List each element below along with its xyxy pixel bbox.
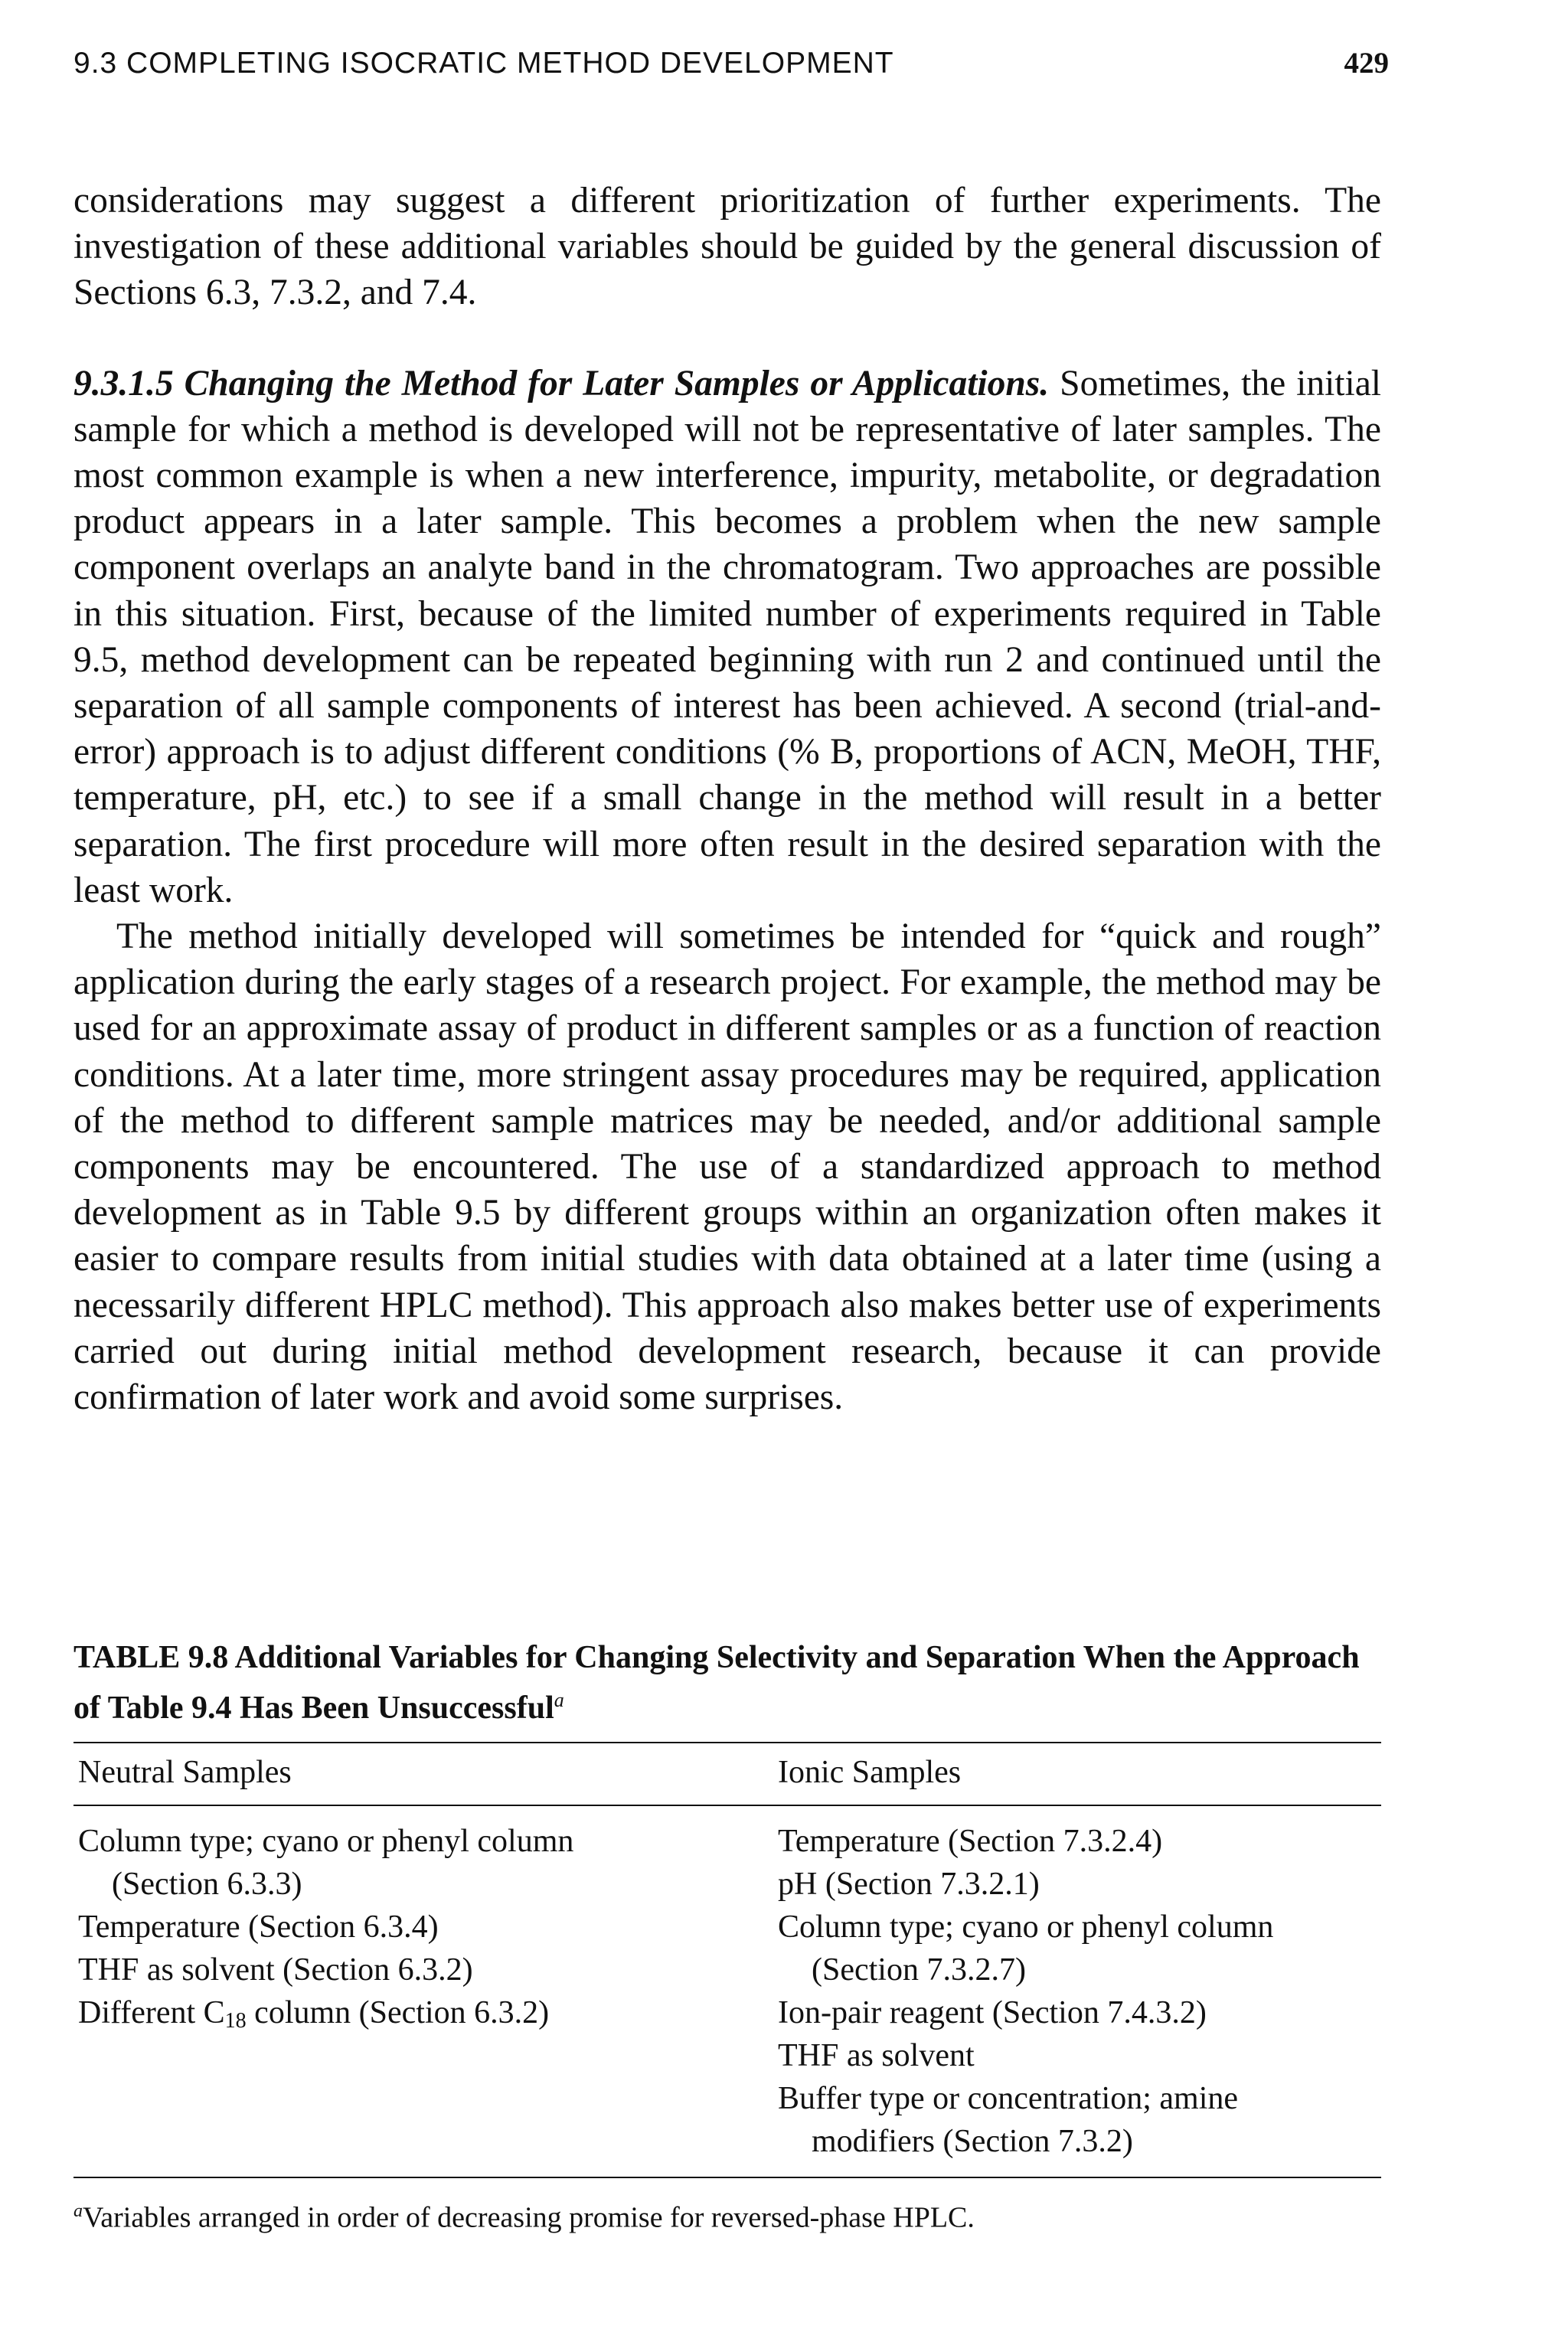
table-cell: THF as solvent <box>778 2038 975 2074</box>
footnote-mark: a <box>74 2201 83 2222</box>
running-head <box>74 46 1389 107</box>
table-cell: pH (Section 7.3.2.1) <box>778 1867 1040 1903</box>
c18-suffix: column (Section 6.3.2) <box>254 1995 550 2031</box>
table-cell: modifiers (Section 7.3.2) <box>812 2124 1133 2160</box>
table-caption <box>74 1636 1381 1730</box>
table-cell: Temperature (Section 6.3.4) <box>78 1909 439 1945</box>
paragraph: The method initially developed will sometimes be intended for “quick and rough” application during the early stages of a research project. For example, the method may be used for an approximate assay of product in different samples or as a function of reaction conditions. At a later time, more stringent assay procedures may be required, application of the method to different sample matrices may be needed, and/or additional sample components may be encountered. The use of a standardized approach to method development as in Table 9.5 by different groups within an organization often makes it easier to compare results from initial studies with data obtained at a later time (using a necessarily different HPLC method). This approach also makes better use of experiments carried out during initial method development research, because it can provide confirmation of later work and avoid some surprises. <box>74 916 1381 1418</box>
paragraph-continued: considerations may suggest a different prioritization of further experiments. The investigation of these additional variables should be guided by the general discussion of Sections 6.3, 7.3.2, and 7.4. <box>74 181 1381 313</box>
body-text <box>74 178 1381 1420</box>
table-body <box>74 1806 1381 2163</box>
c18-subscript: 18 <box>224 2009 247 2034</box>
table-cell: Column type; cyano or phenyl column <box>778 1909 1274 1945</box>
table-9-8 <box>74 1636 1381 2237</box>
table-caption-note-mark: a <box>554 1689 564 1712</box>
section-body: Sometimes, the initial sample for which a method is developed will not be representative of later samples. The most common example is when a new interference, impurity, metabolite, or degradation product appears in a later sample. This becomes a problem when the new sample component overlaps an analyte band in the chromatogram. Two approaches are possible in this situation. First, because of the limited number of experiments required in Table 9.5, method development can be repeated beginning with run 2 and continued until the separation of all sample components of interest has been achieved. A second (trial-and-error) approach is to adjust different conditions (% B, proportions of ACN, MeOH, THF, temperature, pH, etc.) to see if a small change in the method will result in a better separation. The first procedure will more often result in the desired separation with the least work. <box>74 363 1381 910</box>
table-cell: Buffer type or concentration; amine <box>778 2081 1239 2117</box>
table-cell: Ion-pair reagent (Section 7.4.3.2) <box>778 1995 1207 2031</box>
table-header-row <box>74 1743 1381 1794</box>
column-ionic <box>778 1806 1381 2163</box>
column-header-neutral: Neutral Samples <box>78 1755 292 1791</box>
table-cell: (Section 6.3.3) <box>112 1867 302 1903</box>
table-cell: Column type; cyano or phenyl column <box>78 1824 574 1860</box>
section-number: 9.3.1.5 <box>74 363 174 403</box>
running-title: 9.3 COMPLETING ISOCRATIC METHOD DEVELOPMENT <box>74 47 894 80</box>
page <box>74 46 1389 2237</box>
paragraph-subsection <box>74 361 1381 913</box>
table-cell: Temperature (Section 7.3.2.4) <box>778 1824 1163 1860</box>
table-cell: (Section 7.3.2.7) <box>812 1952 1026 1988</box>
table-label: TABLE 9.8 <box>74 1640 229 1676</box>
column-header-ionic: Ionic Samples <box>778 1755 962 1791</box>
column-neutral <box>74 1806 778 2163</box>
table-title: Additional Variables for Changing Selectivity and Separation When the Approach of Table 9.4 Has Been Unsuccessful <box>74 1640 1360 1726</box>
footnote-text: Variables arranged in order of decreasing promise for reversed-phase HPLC. <box>83 2201 975 2234</box>
section-title: Changing the Method for Later Samples or Applications. <box>184 363 1050 403</box>
c18-prefix: Different C <box>78 1995 225 2031</box>
table-cell <box>78 1991 778 2043</box>
table-cell: THF as solvent (Section 6.3.2) <box>78 1952 473 1988</box>
table-bottom-rule <box>74 2177 1381 2178</box>
page-number: 429 <box>1344 47 1389 80</box>
table-footnote <box>74 2192 1381 2237</box>
